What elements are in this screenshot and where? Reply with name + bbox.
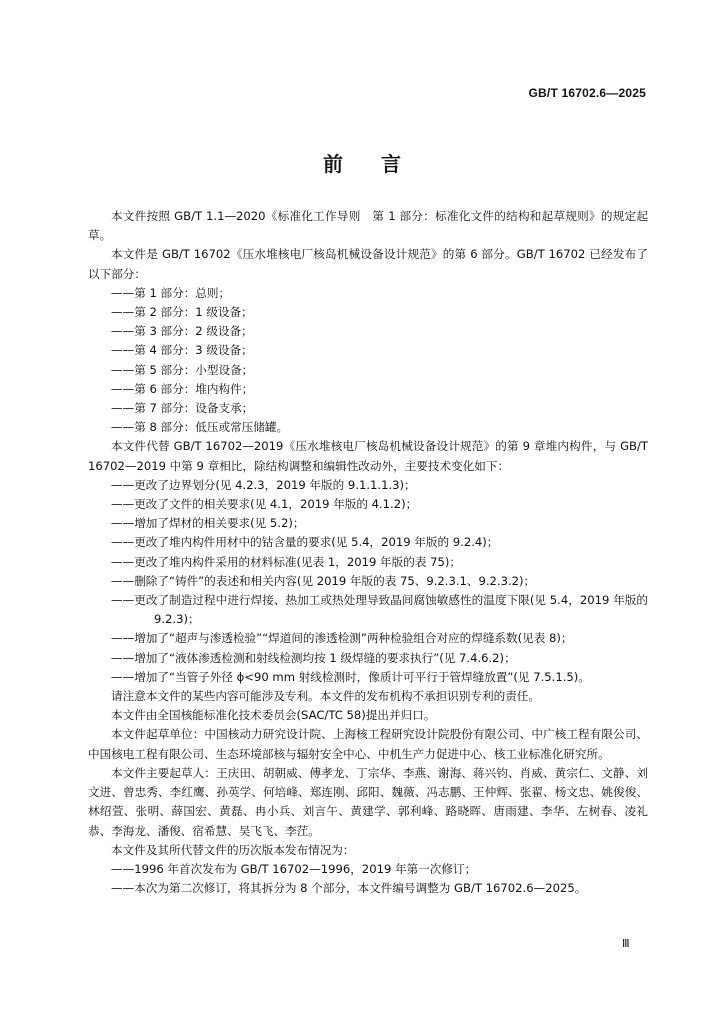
list-item-part: ——第 3 部分：2 级设备； [111,324,253,339]
list-item-history: ——本次为第二次修订，将其拆分为 8 个部分，本文件编号调整为 GB/T 16702.6—2025。 [111,881,587,896]
section-title: 前言 [323,152,439,176]
paragraph-history-intro: 本文件及其所代替文件的历次版本发布情况为： [111,842,355,857]
paragraph-drafting-rules: 本文件按照 GB/T 1.1—2020《标准化工作导则 第 1 部分：标准化文件的结构和起草规则》的规定起草。 [88,209,648,243]
page-number: Ⅲ [622,938,630,950]
list-item-part: ——第 8 部分：低压或常压储罐。 [111,420,289,435]
paragraph-patent-notice: 请注意本文件的某些内容可能涉及专利。本文件的发布机构不承担识别专利的责任。 [111,689,540,704]
list-item-change: ——更改了堆内构件用材中的钴含量的要求(见 5.4，2019 年版的 9.2.4)； [111,535,499,550]
list-item-change: ——增加了焊材的相关要求(见 5.2)； [111,516,305,531]
paragraph-series-intro: 本文件是 GB/T 16702《压水堆核电厂核岛机械设备设计规范》的第 6 部分。GB/T 16702 已经发布了以下部分： [88,247,648,281]
paragraph-replaces: 本文件代替 GB/T 16702—2019《压水堆核电厂核岛机械设备设计规范》的第 9 章堆内构件，与 GB/T 16702—2019 中第 9 章相比，除结构调整和编辑性改动外，主要技术变化如下： [88,439,648,473]
list-item-change: ——更改了堆内构件采用的材料标准(见表 1，2019 年版的表 75)； [111,554,461,569]
list-item-part: ——第 2 部分：1 级设备； [111,305,253,320]
list-item-change: ——更改了边界划分(见 4.2.3，2019 年版的 9.1.1.1.3)； [111,477,416,492]
list-item-part: ——第 1 部分：总则； [111,285,231,300]
standard-code-header: GB/T 16702.6—2025 [528,86,646,100]
paragraph-drafting-units: 本文件起草单位：中国核动力研究设计院、上海核工程研究设计院股份有限公司、中广核工程有限公司、中国核电工程有限公司、生态环境部核与辐射安全中心、中机生产力促进中心、核工业标准化研究所。 [88,727,648,761]
list-item-change: ——更改了文件的相关要求(见 4.1，2019 年版的 4.1.2)； [111,497,418,512]
list-item-part: ——第 4 部分：3 级设备； [111,343,253,358]
list-item-change: ——更改了制造过程中进行焊接、热加工或热处理导致晶间腐蚀敏感性的温度下限(见 5.4，2019 年版的 9.2.3)； [111,593,648,627]
foreword-body [88,207,648,898]
list-item-change: ——增加了“液体渗透检测和射线检测均按 1 级焊缝的要求执行”(见 7.4.6.2)； [111,650,516,665]
list-item-change: ——增加了“当管子外径 ϕ<90 mm 射线检测时，像质计可平行于管焊缝放置”(见 7.5.1.5)。 [111,669,590,684]
list-item-part: ——第 7 部分：设备支承； [111,401,254,416]
list-item-part: ——第 6 部分：堆内构件； [111,381,254,396]
list-item-change: ——删除了“铸件”的表述和相关内容(见 2019 年版的表 75、9.2.3.1、9.2.3.2)； [111,573,536,588]
paragraph-drafters: 本文件主要起草人：王庆田、胡朝威、傅孝龙、丁宗华、李燕、谢海、蒋兴钧、肖威、黄宗仁、文静、刘文进、曾忠秀、李红鹰、孙英学、何培峰、郑连刚、邱阳、魏薇、冯志鹏、王仲辉、张翟、杨文忠、姚俊俊、林绍萱、张明、薛国宏、黄磊、冉小兵、刘言午、黄建学、郭利峰、路晓晖、唐雨建、李华、左树春、凌礼恭、李海龙、潘俊、宿希慧、吴飞飞、李茳。 [88,765,648,838]
list-item-history: ——1996 年首次发布为 GB/T 16702—1996，2019 年第一次修订； [111,861,477,876]
list-item-part: ——第 5 部分：小型设备； [111,362,254,377]
list-item-change: ——增加了“超声与渗透检验”“焊道间的渗透检测”两种检验组合对应的焊缝系数(见表 8)； [111,631,573,646]
paragraph-proposer: 本文件由全国核能标准化技术委员会(SAC/TC 58)提出并归口。 [111,708,436,723]
